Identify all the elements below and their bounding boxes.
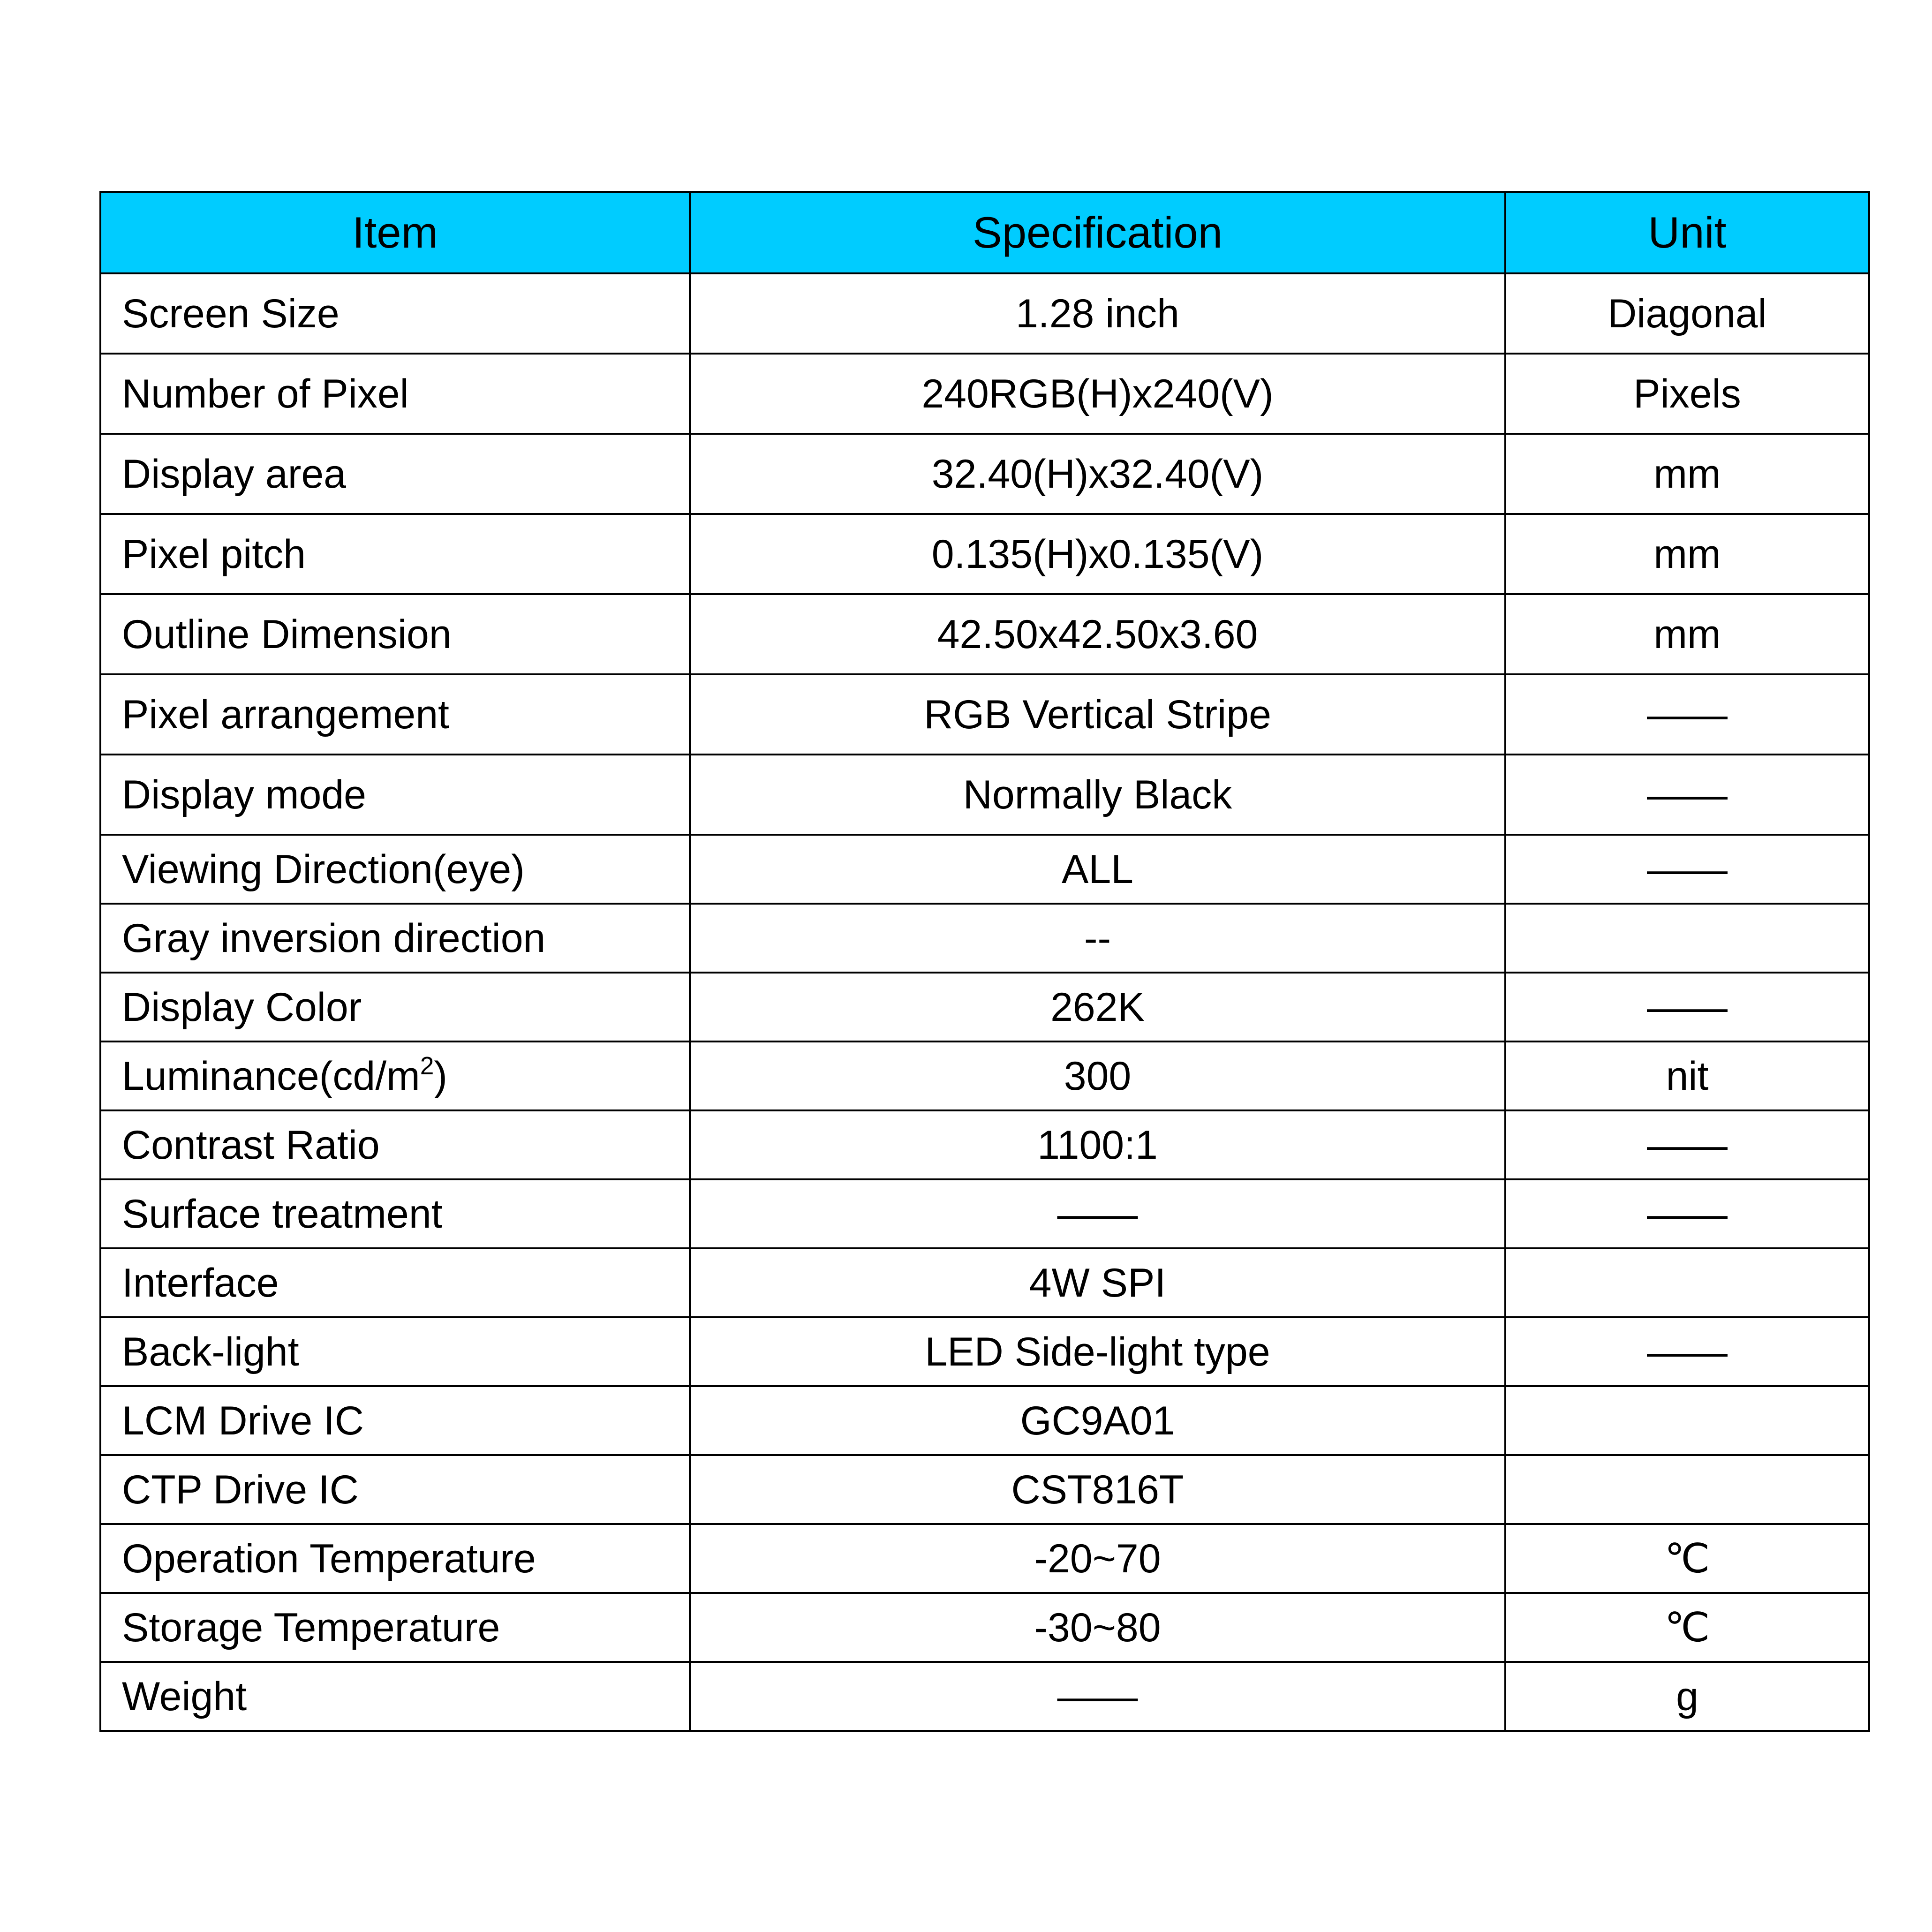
unit-cell: mm xyxy=(1505,434,1869,514)
item-text: Luminance(cd/m xyxy=(122,1053,420,1099)
superscript: 2 xyxy=(420,1052,434,1080)
unit-cell: mm xyxy=(1505,514,1869,594)
item-cell: CTP Drive IC xyxy=(100,1455,690,1524)
table-row xyxy=(100,1662,1869,1731)
header-specification: Specification xyxy=(690,192,1505,273)
item-cell: Storage Temperature xyxy=(100,1593,690,1662)
spec-cell: 262K xyxy=(690,973,1505,1041)
item-cell: Operation Temperature xyxy=(100,1524,690,1593)
unit-cell xyxy=(1505,1386,1869,1455)
spec-cell: LED Side-light type xyxy=(690,1317,1505,1386)
unit-cell: ℃ xyxy=(1505,1524,1869,1593)
item-cell: Surface treatment xyxy=(100,1179,690,1248)
unit-cell: —— xyxy=(1505,674,1869,755)
item-cell: Screen Size xyxy=(100,273,690,354)
spec-cell: -30~80 xyxy=(690,1593,1505,1662)
unit-cell: —— xyxy=(1505,1110,1869,1179)
table-row xyxy=(100,1248,1869,1317)
table-row xyxy=(100,1593,1869,1662)
spec-cell: 300 xyxy=(690,1041,1505,1110)
spec-cell: RGB Vertical Stripe xyxy=(690,674,1505,755)
table-row xyxy=(100,273,1869,354)
table-row xyxy=(100,1386,1869,1455)
table-row xyxy=(100,904,1869,973)
spec-cell: —— xyxy=(690,1662,1505,1731)
table-row xyxy=(100,354,1869,434)
item-cell: Weight xyxy=(100,1662,690,1731)
spec-cell: 1.28 inch xyxy=(690,273,1505,354)
spec-cell: -20~70 xyxy=(690,1524,1505,1593)
unit-cell: g xyxy=(1505,1662,1869,1731)
table-row xyxy=(100,755,1869,835)
spec-cell: 240RGB(H)x240(V) xyxy=(690,354,1505,434)
spec-cell: CST816T xyxy=(690,1455,1505,1524)
table-row xyxy=(100,1455,1869,1524)
item-cell: Pixel pitch xyxy=(100,514,690,594)
item-cell: Number of Pixel xyxy=(100,354,690,434)
spec-cell: Normally Black xyxy=(690,755,1505,835)
unit-cell xyxy=(1505,904,1869,973)
table-row xyxy=(100,973,1869,1041)
item-cell: Viewing Direction(eye) xyxy=(100,835,690,904)
spec-cell: GC9A01 xyxy=(690,1386,1505,1455)
table-row xyxy=(100,835,1869,904)
unit-cell: Pixels xyxy=(1505,354,1869,434)
spec-cell: 4W SPI xyxy=(690,1248,1505,1317)
unit-cell: —— xyxy=(1505,755,1869,835)
specification-table xyxy=(99,191,1870,1732)
header-unit: Unit xyxy=(1505,192,1869,273)
unit-cell: —— xyxy=(1505,835,1869,904)
table-row xyxy=(100,514,1869,594)
item-cell: LCM Drive IC xyxy=(100,1386,690,1455)
spec-cell: 42.50x42.50x3.60 xyxy=(690,594,1505,674)
header-item: Item xyxy=(100,192,690,273)
item-cell: Display area xyxy=(100,434,690,514)
table-header xyxy=(100,192,1869,273)
table-body xyxy=(100,273,1869,1731)
table-row xyxy=(100,1317,1869,1386)
item-cell: Display mode xyxy=(100,755,690,835)
item-cell: Gray inversion direction xyxy=(100,904,690,973)
item-cell: Display Color xyxy=(100,973,690,1041)
item-cell: Back-light xyxy=(100,1317,690,1386)
unit-cell: nit xyxy=(1505,1041,1869,1110)
spec-cell: -- xyxy=(690,904,1505,973)
unit-cell: —— xyxy=(1505,1317,1869,1386)
item-cell xyxy=(100,1041,690,1110)
table-row xyxy=(100,674,1869,755)
item-cell: Outline Dimension xyxy=(100,594,690,674)
unit-cell: ℃ xyxy=(1505,1593,1869,1662)
table-row xyxy=(100,594,1869,674)
unit-cell xyxy=(1505,1248,1869,1317)
item-suffix: ) xyxy=(434,1053,448,1099)
spec-cell: —— xyxy=(690,1179,1505,1248)
unit-cell xyxy=(1505,1455,1869,1524)
item-cell: Contrast Ratio xyxy=(100,1110,690,1179)
table-row xyxy=(100,434,1869,514)
table-row xyxy=(100,1110,1869,1179)
unit-cell: mm xyxy=(1505,594,1869,674)
spec-cell: 1100:1 xyxy=(690,1110,1505,1179)
spec-cell: 0.135(H)x0.135(V) xyxy=(690,514,1505,594)
item-cell: Pixel arrangement xyxy=(100,674,690,755)
unit-cell: Diagonal xyxy=(1505,273,1869,354)
header-row xyxy=(100,192,1869,273)
table-row xyxy=(100,1041,1869,1110)
table-row xyxy=(100,1524,1869,1593)
table-row xyxy=(100,1179,1869,1248)
spec-cell: ALL xyxy=(690,835,1505,904)
item-cell: Interface xyxy=(100,1248,690,1317)
spec-cell: 32.40(H)x32.40(V) xyxy=(690,434,1505,514)
unit-cell: —— xyxy=(1505,1179,1869,1248)
unit-cell: —— xyxy=(1505,973,1869,1041)
